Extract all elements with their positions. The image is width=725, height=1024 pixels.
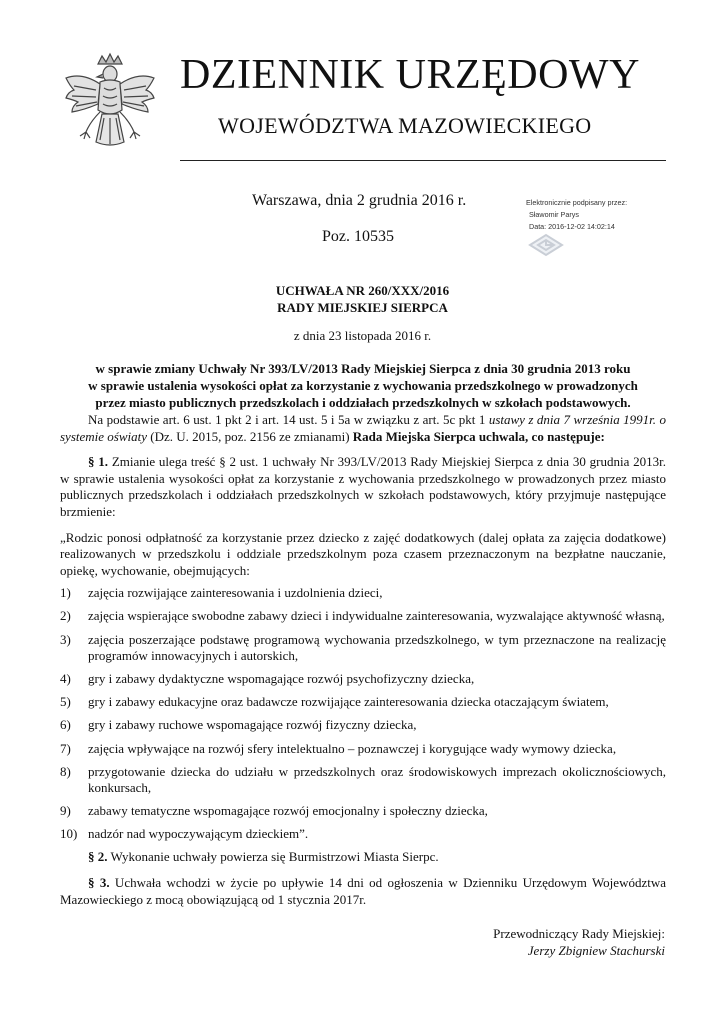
- list-item-text: zabawy tematyczne wspomagające rozwój emocjonalny i społeczny dziecka,: [88, 803, 488, 819]
- list-item-number: 8): [60, 763, 71, 779]
- list-item-number: 7): [60, 740, 71, 756]
- list-item-number: 5): [60, 694, 71, 710]
- publication-date: Warszawa, dnia 2 grudnia 2016 r.: [252, 192, 467, 209]
- subject-line: w sprawie zmiany Uchwały Nr 393/LV/2013 Rady Miejskiej Sierpca z dnia 30 grudnia 2013 roku: [95, 361, 631, 376]
- section-1: [60, 454, 666, 520]
- list-item: [60, 632, 666, 665]
- section-mark: § 2.: [88, 849, 108, 865]
- list-item-text: nadzór nad wypoczywającym dzieckiem”.: [88, 826, 309, 842]
- list-item: [60, 741, 666, 758]
- esignature-block: [526, 197, 696, 233]
- list-item-number: 9): [60, 803, 71, 819]
- quote-intro: „Rodzic ponosi odpłatność za korzystanie przez dziecko z zajęć dodatkowych (dalej opłata za zajęcia dodatkowe) realizowanych w przedszkolu i oddziale przedszkolnym poza czasem przeznaczonym na bezpłatne nauczanie, opiekę, wychowanie, obejmujących:: [60, 529, 666, 578]
- signature-role: Przewodniczący Rady Miejskiej:: [493, 926, 665, 941]
- polish-eagle-emblem-icon: [60, 52, 160, 172]
- list-item-number: 2): [60, 608, 71, 624]
- section-2: [60, 849, 666, 866]
- list-item-number: 1): [60, 585, 71, 601]
- esignature-label: Elektronicznie podpisany przez:: [526, 198, 628, 207]
- publication-position: Poz. 10535: [322, 228, 394, 245]
- resolution-body-text: [60, 412, 666, 908]
- esignature-date: Data: 2016-12-02 14:02:14: [529, 222, 615, 231]
- list-item: [60, 803, 666, 820]
- resolution-body: RADY MIEJSKIEJ SIERPCA: [277, 300, 448, 315]
- list-item-number: 6): [60, 717, 71, 733]
- signature-block: [493, 925, 665, 959]
- list-item: [60, 694, 666, 711]
- list-item: [60, 764, 666, 797]
- header-divider: [180, 160, 666, 161]
- activities-list: [60, 585, 666, 843]
- basis-text: (Dz. U. 2015, poz. 2156 ze zmianami): [147, 428, 353, 444]
- list-item-text: zajęcia poszerzające podstawę programową wychowania przedszkolnego, w tym przeznaczone na realizację programów innowacyjnych i autorskich,: [88, 631, 666, 664]
- esignature-stamp-icon: [526, 232, 566, 258]
- list-item: [60, 671, 666, 688]
- section-3: [60, 875, 666, 908]
- section-text: Zmianie ulega treść § 2 ust. 1 uchwały Nr 393/LV/2013 Rady Miejskiej Sierpca z dnia 30 grudnia 2013r. w sprawie ustalenia wysokości opłat za korzystanie z wychowania przedszkolnego w prowadzonych przez miasto publicznych przedszkolach i oddziałach przedszkolnych w szkołach podstawowych, który przyjmuje następujące brzmienie:: [60, 454, 666, 519]
- resolution-subject: [60, 360, 666, 411]
- list-item: [60, 585, 666, 602]
- list-item: [60, 608, 666, 625]
- subject-line: w sprawie ustalenia wysokości opłat za korzystanie z wychowania przedszkolnego w prowadzonych: [88, 378, 638, 393]
- list-item-text: zajęcia wpływające na rozwój sfery intelektualno – poznawczej i korygujące wady wymowy dziecka,: [88, 740, 617, 756]
- signature-name: Jerzy Zbigniew Stachurski: [527, 943, 665, 958]
- section-mark: § 3.: [88, 875, 110, 891]
- list-item-text: przygotowanie dziecka do udziału w przedszkolnych oraz środowiskowych imprezach okolicznościowych, konkursach,: [88, 763, 666, 796]
- resolution-heading: [0, 282, 725, 316]
- list-item: [60, 826, 666, 843]
- journal-subtitle: WOJEWÓDZTWA MAZOWIECKIEGO: [218, 113, 592, 138]
- section-text: Wykonanie uchwały powierza się Burmistrzowi Miasta Sierpc.: [107, 849, 439, 865]
- list-item: [60, 717, 666, 734]
- list-item-text: zajęcia wspierające swobodne zabawy dzieci i indywidualne zainteresowania, wyzwalające aktywność własną,: [88, 608, 665, 624]
- list-item-text: gry i zabawy edukacyjne oraz badawcze rozwijające zainteresowania dziecka otaczającym światem,: [88, 694, 609, 710]
- list-item-text: zajęcia rozwijające zainteresowania i uzdolnienia dzieci,: [88, 585, 383, 601]
- esignature-signer: Sławomir Parys: [529, 210, 579, 219]
- list-item-number: 10): [60, 826, 78, 842]
- resolution-date: z dnia 23 listopada 2016 r.: [293, 328, 432, 343]
- basis-conclusion: Rada Miejska Sierpca uchwala, co następuje:: [352, 428, 605, 444]
- legal-basis: [60, 412, 666, 445]
- act-title: ustawy z dnia 7 września 1991r. o systemie oświaty: [60, 412, 666, 444]
- resolution-number: UCHWAŁA NR 260/XXX/2016: [275, 283, 450, 298]
- list-item-number: 4): [60, 671, 71, 687]
- subject-line: przez miasto publicznych przedszkolach i oddziałach przedszkolnych w szkołach podstawowych.: [95, 395, 631, 410]
- basis-text: Na podstawie art. 6 ust. 1 pkt 2 i art. 14 ust. 5 i 5a w związku z art. 5c pkt 1: [88, 412, 489, 427]
- list-item-text: gry i zabawy dydaktyczne wspomagające rozwój psychofizyczny dziecka,: [88, 671, 475, 687]
- journal-title: DZIENNIK URZĘDOWY: [180, 52, 640, 98]
- list-item-text: gry i zabawy ruchowe wspomagające rozwój fizyczny dziecka,: [88, 717, 417, 733]
- section-text: Uchwała wchodzi w życie po upływie 14 dni od ogłoszenia w Dzienniku Urzędowym Województwa Mazowieckiego z mocą obowiązującą od 1 stycznia 2017r.: [60, 875, 666, 907]
- section-mark: § 1.: [88, 454, 109, 470]
- list-item-number: 3): [60, 631, 71, 647]
